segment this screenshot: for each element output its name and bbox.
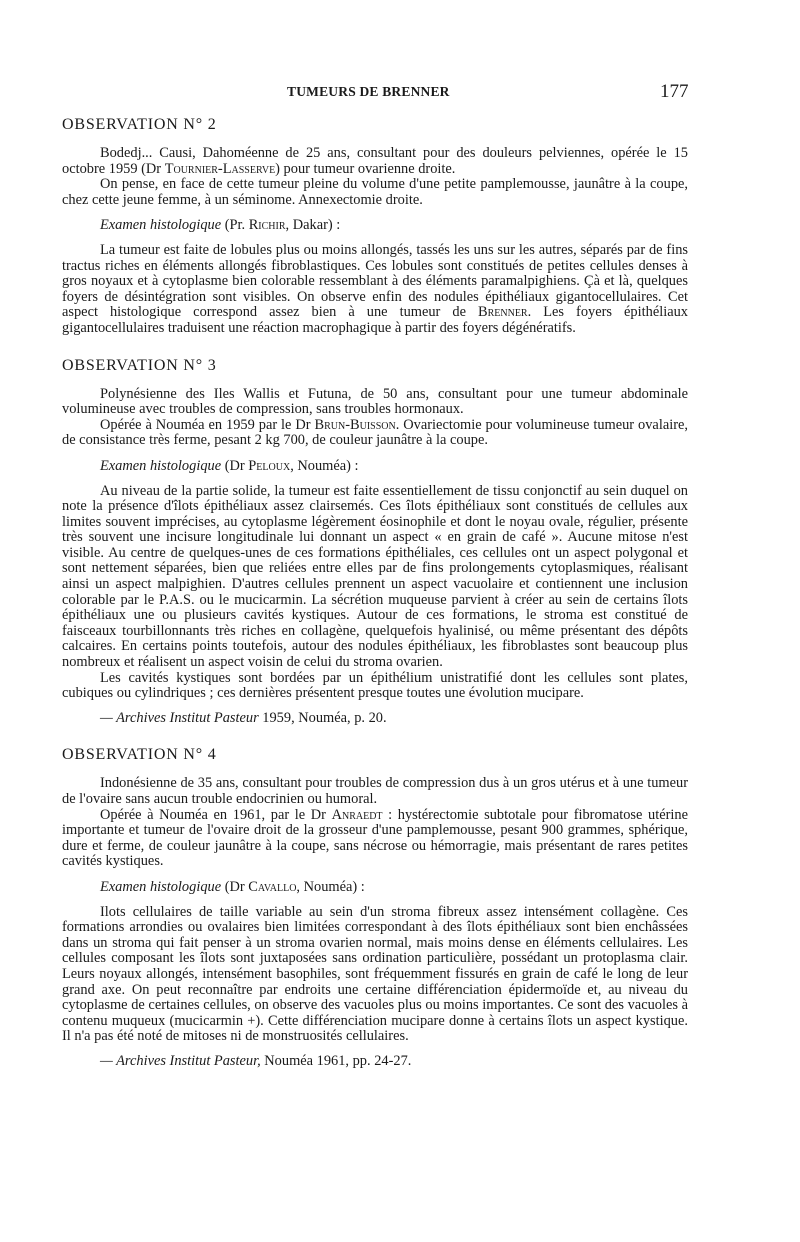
brenner-name: Brenner [478, 304, 528, 321]
observation-4-heading: OBSERVATION N° 4 [62, 746, 217, 764]
examiner-name: Cavallo [248, 878, 297, 895]
examiner-name: Richir [248, 217, 286, 234]
running-header [0, 81, 800, 104]
observation-3-source: — Archives Institut Pasteur 1959, Nouméa, p. 20. [100, 709, 387, 726]
doctor-name: Anraedt [331, 806, 383, 823]
observation-3-paragraph-2: Opérée à Nouméa en 1959 par le Dr Brun-Buisson. Ovariectomie pour volumineuse tumeur ovalaire, de consistance très ferme, pesant 2 kg 700, de couleur jaunâtre à la coupe. [62, 416, 688, 449]
doctor-name: Tournier-Lasserve [164, 160, 276, 177]
observation-4-source: — Archives Institut Pasteur, Nouméa 1961, pp. 24-27. [100, 1052, 412, 1069]
page-number: 177 [660, 81, 689, 102]
observation-2-paragraph-3: La tumeur est faite de lobules plus ou moins allongés, tassés les uns sur les autres, séparés par de fins tractus riches en éléments allongés fibroblastiques. Ces lobules sont constitués de petites cellules denses à gros noyaux et à cytoplasme bien colorable ressemblant à des éléments paramalpighiens. Çà et là, quelques foyers de désintégration sont visibles. On observe enfin des nodules épithéliaux gigantocellulaires. Cet aspect histologique correspond assez bien à une tumeur de Brenner. Les foyers épithéliaux gigantocellulaires traduisent une réaction macrophagique à partir des foyers dégénératifs. [62, 241, 688, 336]
doctor-name: Brun-Buisson [314, 416, 396, 433]
examiner-name: Peloux [248, 457, 291, 474]
observation-3-paragraph-4: Les cavités kystiques sont bordées par un épithélium unistratifié dont les cellules sont plates, cubiques ou cylindriques ; ces dernières présentent presque toutes une évolution mucipare. [62, 669, 688, 702]
observation-2-exam-heading: Examen histologique (Pr. Richir, Dakar) : [100, 217, 341, 234]
observation-2-paragraph-2: On pense, en face de cette tumeur pleine du volume d'une petite pamplemousse, jaunâtre à la coupe, chez cette jeune femme, à un séminome. Annexectomie droite. [62, 176, 688, 208]
observation-3-paragraph-3: Au niveau de la partie solide, la tumeur est faite essentiellement de tissu conjonctif au sein duquel on note la présence d'îlots épithéliaux assez clairsemés. Ces îlots épithéliaux sont constitués de cellules aux limites souvent imprécises, au cytoplasme légèrement éosinophile et dont le noyau ovale, régulier, présente très souvent une incisure longitudinale lui donnant un aspect « en grain de café ». Aucune mitose n'est visible. Au centre de quelques-unes de ces formations épithéliales, ces cellules ont un aspect polygonal et sont nettement séparées, bien que reliées entre elles par de fins prolongements cytoplasmiques, réalisant ainsi un aspect malpighien. D'autres cellules prennent un aspect vacuolaire et contiennent une inclusion colorable par le P.A.S. ou le mucicarmin. La sécrétion muqueuse parvient à créer au sein de certains îlots épithéliaux une ou plusieurs cavités kystiques. Autour de ces formations, le stroma est constitué de faisceaux tourbillonnants très riches en collagène, quelquefois hyalinisé, ou même présentant des dépôts calcaires. En certains points toutefois, autour des nodules épithéliaux, les fibroblastes sont beaucoup plus nombreux et réalisent un aspect voisin de celui du stroma ovarien. [62, 482, 688, 671]
observation-4-exam-heading: Examen histologique (Dr Cavallo, Nouméa) : [100, 878, 365, 895]
observation-4-paragraph-2: Opérée à Nouméa en 1961, par le Dr Anraedt : hystérectomie subtotale pour fibromatose utérine importante et tumeur de l'ovaire droit de la grosseur d'une pamplemousse, pesant 900 grammes, sphérique, dure et ferme, de couleur jaunâtre à la coupe, sans nécrose ou hémorragie, mais présentant de rares petites cavités kystiques. [62, 806, 689, 870]
observation-3-paragraph-1: Polynésienne des Iles Wallis et Futuna, de 50 ans, consultant pour une tumeur abdominale volumineuse avec troubles de compression, sans troubles hormonaux. [62, 385, 688, 418]
observation-2 [62, 115, 688, 337]
observation-2-paragraph-1: Bodedj... Causi, Dahoméenne de 25 ans, consultant pour des douleurs pelviennes, opérée le 15 octobre 1959 (Dr Tournier-Lasserve) pour tumeur ovarienne droite. [62, 145, 688, 177]
observation-2-heading: OBSERVATION N° 2 [62, 116, 217, 133]
observation-3-heading: OBSERVATION N° 3 [62, 356, 217, 374]
observation-4 [62, 745, 688, 1069]
observation-4-paragraph-1: Indonésienne de 35 ans, consultant pour troubles de compression dus à un gros utérus et à une tumeur de l'ovaire sans aucun trouble endocrinien ou humoral. [62, 775, 688, 807]
page-body [62, 115, 688, 1070]
observation-3 [62, 356, 688, 727]
observation-4-paragraph-3: Ilots cellulaires de taille variable au sein d'un stroma fibreux assez intensément collagène. Ces formations arrondies ou ovalaires bien limitées correspondant à des îlots épithéliaux sont bien enchâssées dans un stroma qui fait penser à un stroma ovarien normal, mais moins dense en éléments cellulaires. Les cellules composant les îlots sont juxtaposées sans ordination particulière, possédant un protoplasma clair. Leurs noyaux allongés, intensément basophiles, sont fréquemment fissurés en grain de café le long de leur grand axe. On peut reconnaître par endroits une certaine différenciation épidermoïde et, au niveau du cytoplasme de certaines cellules, on observe des vacuoles plus ou moins importantes. Ce sont des vacuoles à contenu muqueux (mucicarmin +). Cette différenciation mucipare donne à certains îlots un aspect kystique. Il n'a pas été noté de mitoses ni de monstruosités cellulaires. [62, 903, 688, 1045]
running-title: TUMEURS DE BRENNER [287, 84, 450, 99]
observation-3-exam-heading: Examen histologique (Dr Peloux, Nouméa) : [100, 457, 359, 474]
